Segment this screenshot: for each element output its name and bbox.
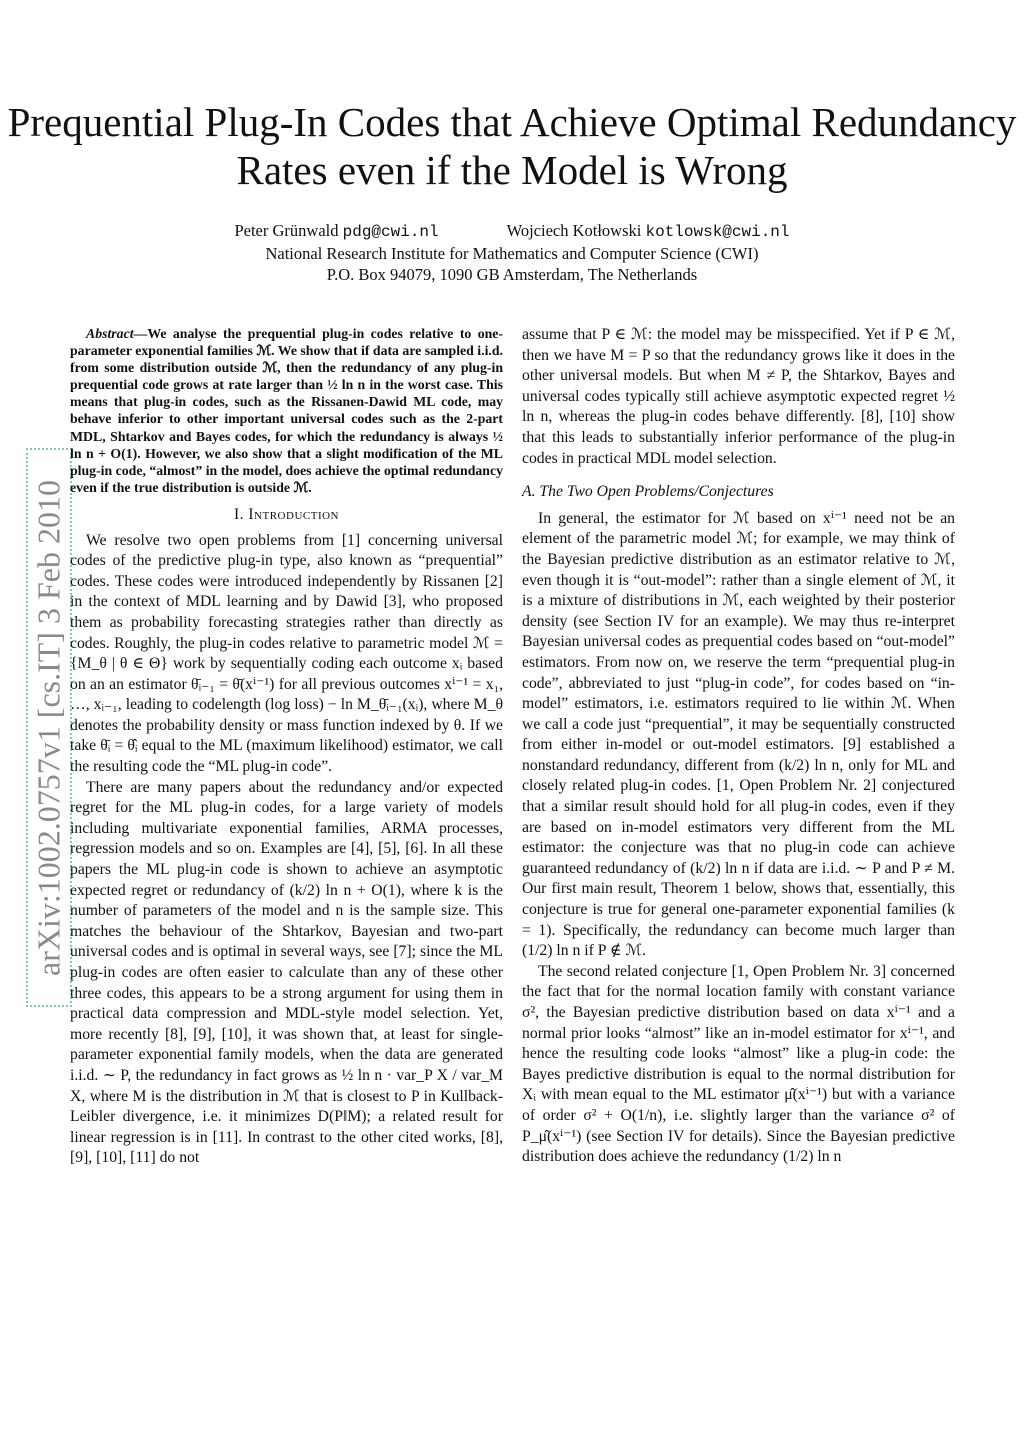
section-heading: I. Introduction	[233, 505, 339, 523]
author-line	[0, 220, 1024, 243]
address: P.O. Box 94079, 1090 GB Amsterdam, The Netherlands	[326, 265, 698, 284]
arxiv-id: arXiv:1002.0757v1 [cs.IT] 3 Feb 2010	[30, 479, 67, 976]
author-email[interactable]: pdg@cwi.nl	[342, 223, 439, 241]
author-email[interactable]: kotlowsk@cwi.nl	[645, 223, 790, 241]
paragraph: assume that P ∈ ℳ: the model may be misspecified. Yet if P ∈ ℳ, then we have M = P so that the redundancy grows like it does in the other universal models. But when M ≠ P, the Shtarkov, Bayes and universal codes typically still achieve asymptotic expected regret ½ ln n, whereas the plug-in codes behave differently. [8], [10] show that this leads to substantially inferior performance of the plug-in codes in practical MDL model selection.	[522, 326, 955, 467]
subsection-heading: A. The Two Open Problems/Conjectures	[522, 483, 774, 501]
paragraph: There are many papers about the redundancy and/or expected regret for the ML plug-in codes, for a large variety of models including multivariate exponential families, ARMA processes, regression models and so on. Examples are [4], [5], [6]. In all these papers the ML plug-in code is shown to achieve an asymptotic expected regret or redundancy of (k/2) ln n + O(1), where k is the number of parameters of the model and n is the sample size. This matches the behaviour of the Shtarkov, Bayesian and two-part universal codes and is optimal in several ways, see [7]; since the ML plug-in codes are often easier to calculate than any of these other three codes, this appears to be a strong argument for using them in practical data compression and MDL-style model selection. Yet, more recently [8], [9], [10], it was shown that, at least for single-parameter exponential family models, when the data are generated i.i.d. ∼ P, the redundancy in fact grows as ½ ln n · var_P X / var_M X, where M is the distribution in ℳ that is closest to P in Kullback-Leibler divergence, i.e. it minimizes D(P‖M); a related result for linear regression is in [11]. In contrast to the other cited works, [8], [9], [10], [11] do not	[70, 778, 503, 1167]
right-column	[522, 325, 955, 1168]
abstract	[70, 325, 503, 496]
paragraph: We resolve two open problems from [1] concerning universal codes of the predictive plug-in type, also known as “prequential” codes. These codes were introduced independently by Rissanen [2] in the context of MDL learning and by Dawid [3], who proposed them as probability forecasting strategies rather than directly as codes. Roughly, the plug-in codes relative to parametric model ℳ = {M_θ | θ ∈ Θ} work by sequentially coding each outcome xᵢ based on an an estimator θ̄ᵢ₋₁ = θ̄(xⁱ⁻¹) for all previous outcomes xⁱ⁻¹ = x₁, …, xᵢ₋₁, leading to codelength (log loss) − ln M_θ̄ᵢ₋₁(xᵢ), where M_θ denotes the probability density or mass function indexed by θ. If we take θ̄ᵢ = θ̂ᵢ equal to the ML (maximum likelihood) estimator, we call the resulting code the “ML plug-in code”.	[70, 531, 503, 776]
left-column	[70, 325, 503, 1169]
paragraph: In general, the estimator for ℳ based on xⁱ⁻¹ need not be an element of the parametric model ℳ; for example, we may think of the Bayesian predictive distribution as an estimator relative to ℳ, even though it is “out-model”: rather than a single element of ℳ, it is a mixture of distributions in ℳ, each weighted by their posterior density (see Section IV for an example). We may thus re-interpret Bayesian universal codes as prequential codes based on “out-model” estimators. From now on, we reserve the term “prequential plug-in code”, abbreviated to just “plug-in code”, for codes based on “in-model” estimators, i.e. estimators required to lie within ℳ. When we call a code just “prequential”, it may be sequentially constructed from either in-model or out-model estimators. [9] established a nonstandard redundancy, different from (k/2) ln n, only for ML and closely related plug-in codes. [1, Open Problem Nr. 2] conjectured that a similar result should hold for all plug-in codes, even if they are based on in-model estimators very different from the ML estimator: the conjecture was that no plug-in code can achieve guaranteed redundancy of (k/2) ln n if data are i.i.d. ∼ P and P ≠ M. Our first main result, Theorem 1 below, shows that, essentially, this conjecture is true for general one-parameter exponential families (k = 1). Specifically, the redundancy can become much larger than (1/2) ln n if P ∉ ℳ.	[522, 509, 955, 960]
author-name: Wojciech Kotłowski	[506, 221, 642, 240]
author-name: Peter Grünwald	[234, 221, 339, 240]
arxiv-stamp	[26, 448, 72, 1007]
abstract-text: —We analyse the prequential plug-in codes relative to one-parameter exponential families ℳ. We show that if data are sampled i.i.d. from some distribution outside ℳ, then the redundancy of any plug-in prequential code grows at rate larger than ½ ln n in the worst case. This means that plug-in codes, such as the Rissanen-Dawid ML code, may behave inferior to other important universal codes such as the 2-part MDL, Shtarkov and Bayes codes, for which the redundancy is always ½ ln n + O(1). However, we also show that a slight modification of the ML plug-in code, “almost” in the model, does achieve the optimal redundancy even if the true distribution is outside ℳ.	[70, 326, 503, 495]
affiliation: National Research Institute for Mathematics and Computer Science (CWI)	[265, 244, 759, 263]
paragraph: The second related conjecture [1, Open Problem Nr. 3] concerned the fact that for the normal location family with constant variance σ², the Bayesian predictive distribution based on data xⁱ⁻¹ and a normal prior looks “almost” like an in-model estimator for xⁱ⁻¹, and hence the resulting code looks “almost” like a plug-in code: the Bayes predictive distribution is equal to the normal distribution for Xᵢ with mean equal to the ML estimator μ̂(xⁱ⁻¹) but with a variance of order σ² + O(1/n), i.e. slightly larger than the variance σ² of P_μ̂(xⁱ⁻¹) (see Section IV for details). Since the Bayesian predictive distribution does achieve the redundancy (1/2) ln n	[522, 962, 955, 1166]
abstract-label: Abstract	[86, 326, 134, 341]
author-block	[0, 220, 1024, 285]
paper-title: Prequential Plug-In Codes that Achieve Optimal Redundancy Rates even if the Model is Wrong	[7, 99, 1017, 193]
